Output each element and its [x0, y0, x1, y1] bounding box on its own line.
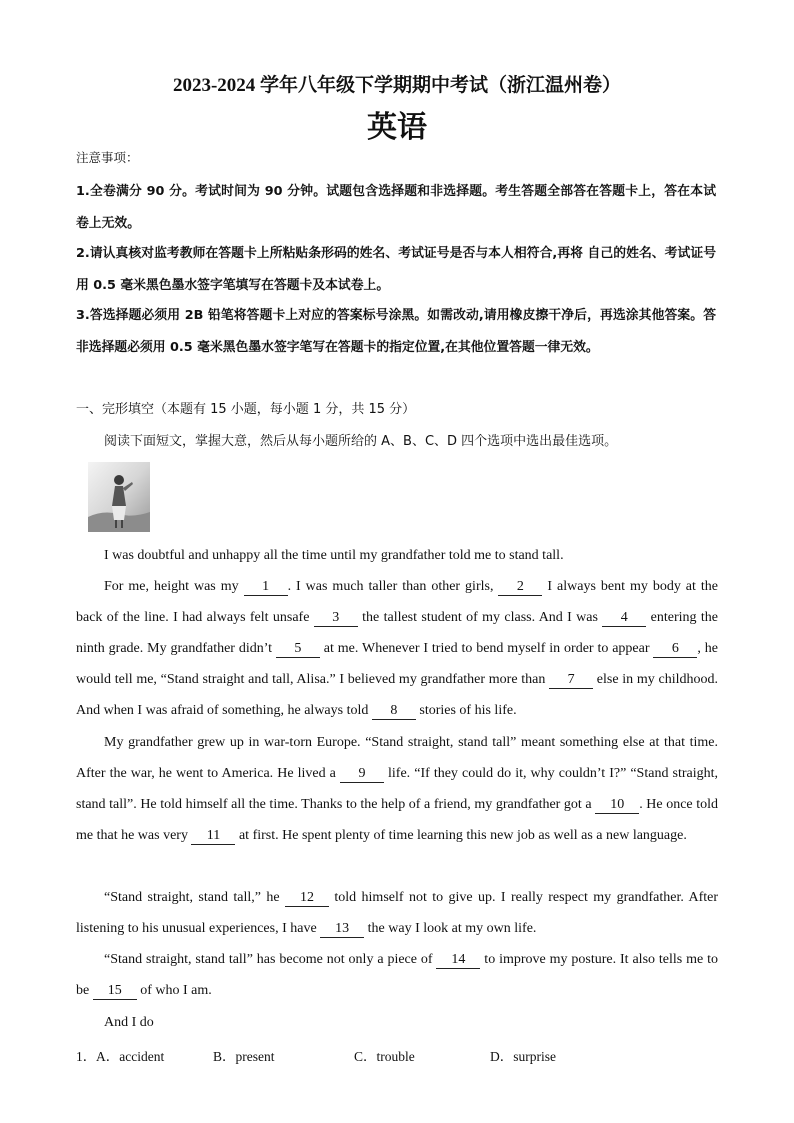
blank-13[interactable]: 13 — [320, 921, 364, 938]
blank-15[interactable]: 15 — [93, 983, 137, 1000]
question-1-number: 1． — [76, 1049, 97, 1064]
subject-title: 英语 — [367, 110, 427, 145]
blank-11[interactable]: 11 — [191, 828, 235, 845]
notice-item-2: 2.请认真核对监考教师在答题卡上所粘贴条形码的姓名、考试证号是否与本人相符合,再将 自己的姓名、考试证号用 0.5 毫米黑色墨水签字笔填写在答题卡及本试卷上。 — [76, 246, 716, 293]
blank-1[interactable]: 1 — [244, 579, 288, 596]
blank-14[interactable]: 14 — [436, 952, 480, 969]
blank-9[interactable]: 9 — [340, 766, 384, 783]
exam-title: 2023-2024 学年八年级下学期期中考试（浙江温州卷） — [172, 75, 622, 96]
blank-2[interactable]: 2 — [498, 579, 542, 596]
blank-7[interactable]: 7 — [549, 672, 593, 689]
notice-item-1: 1.全卷满分 90 分。考试时间为 90 分钟。试题包含选择题和非选择题。考生答题全部答在答题卡上，答在本试卷上无效。 — [76, 184, 716, 231]
question-1-option-c[interactable]: C．trouble — [354, 1049, 415, 1064]
section-heading: 一、完形填空（本题有 15 小题，每小题 1 分，共 15 分） — [76, 402, 416, 417]
section-instruction: 阅读下面短文，掌握大意，然后从每小题所给的 A、B、C、D 四个选项中选出最佳选项。 — [104, 434, 618, 449]
passage-paragraph-5: “Stand straight, stand tall” has become not only a piece of 14 to improve my posture. It also tells me to be 15 of who I am. — [76, 952, 719, 999]
blank-10[interactable]: 10 — [595, 797, 639, 814]
notice-heading: 注意事项： — [76, 150, 139, 165]
notice-item-3: 3.答选择题必须用 2B 铅笔将答题卡上对应的答案标号涂黑。如需改动,请用橡皮擦干净后，再选涂其他答案。答非选择题必须用 0.5 毫米黑色墨水签字笔写在答题卡的指定位置,在其他位置答题一律无效。 — [76, 308, 716, 355]
blank-4[interactable]: 4 — [602, 610, 646, 627]
question-1-option-a[interactable]: A．accident — [96, 1049, 165, 1064]
blank-6[interactable]: 6 — [653, 641, 697, 658]
passage-paragraph-4: “Stand straight, stand tall,” he 12 told himself not to give up. I really respect my grandfather. After listening to his unusual experiences, I have 13 the way I look at my own life. — [76, 890, 718, 937]
blank-5[interactable]: 5 — [276, 641, 320, 658]
passage-paragraph-2: For me, height was my 1 . I was much taller than other girls, 2 I always bent my body at the back of the line. I had always felt unsafe 3 the tallest student of my class. And I was 4 entering the ninth grade. My grandfather didn’t 5 at me. Whenever I tried to bend myself in order to appear 6 , he would tell me, “Stand straight and tall, Alisa.” I believed my grandfather more than 7 else in my childhood. And when I was afraid of something, he always told 8 stories of his life. — [76, 579, 718, 719]
blank-3[interactable]: 3 — [314, 610, 358, 627]
passage-paragraph-1: I was doubtful and unhappy all the time until my grandfather told me to stand tall. — [104, 548, 564, 563]
blank-8[interactable]: 8 — [372, 703, 416, 720]
question-1-option-b[interactable]: B．present — [213, 1049, 275, 1064]
passage-paragraph-3: My grandfather grew up in war-torn Europe. “Stand straight, stand tall” meant something else at that time. After the war, he went to America. He lived a 9 life. “If they could do it, why couldn’t I?” “Stand straight, stand tall”. He told himself all the time. Thanks to the help of a friend, my grandfather got a 10 . He once told me that he was very 11 at first. He spent plenty of time learning this new job as well as a new language. — [76, 735, 718, 844]
question-1-option-d[interactable]: D．surprise — [490, 1049, 556, 1064]
passage-paragraph-6: And I do — [104, 1015, 154, 1030]
girl-photo — [88, 462, 150, 532]
blank-12[interactable]: 12 — [285, 890, 329, 907]
